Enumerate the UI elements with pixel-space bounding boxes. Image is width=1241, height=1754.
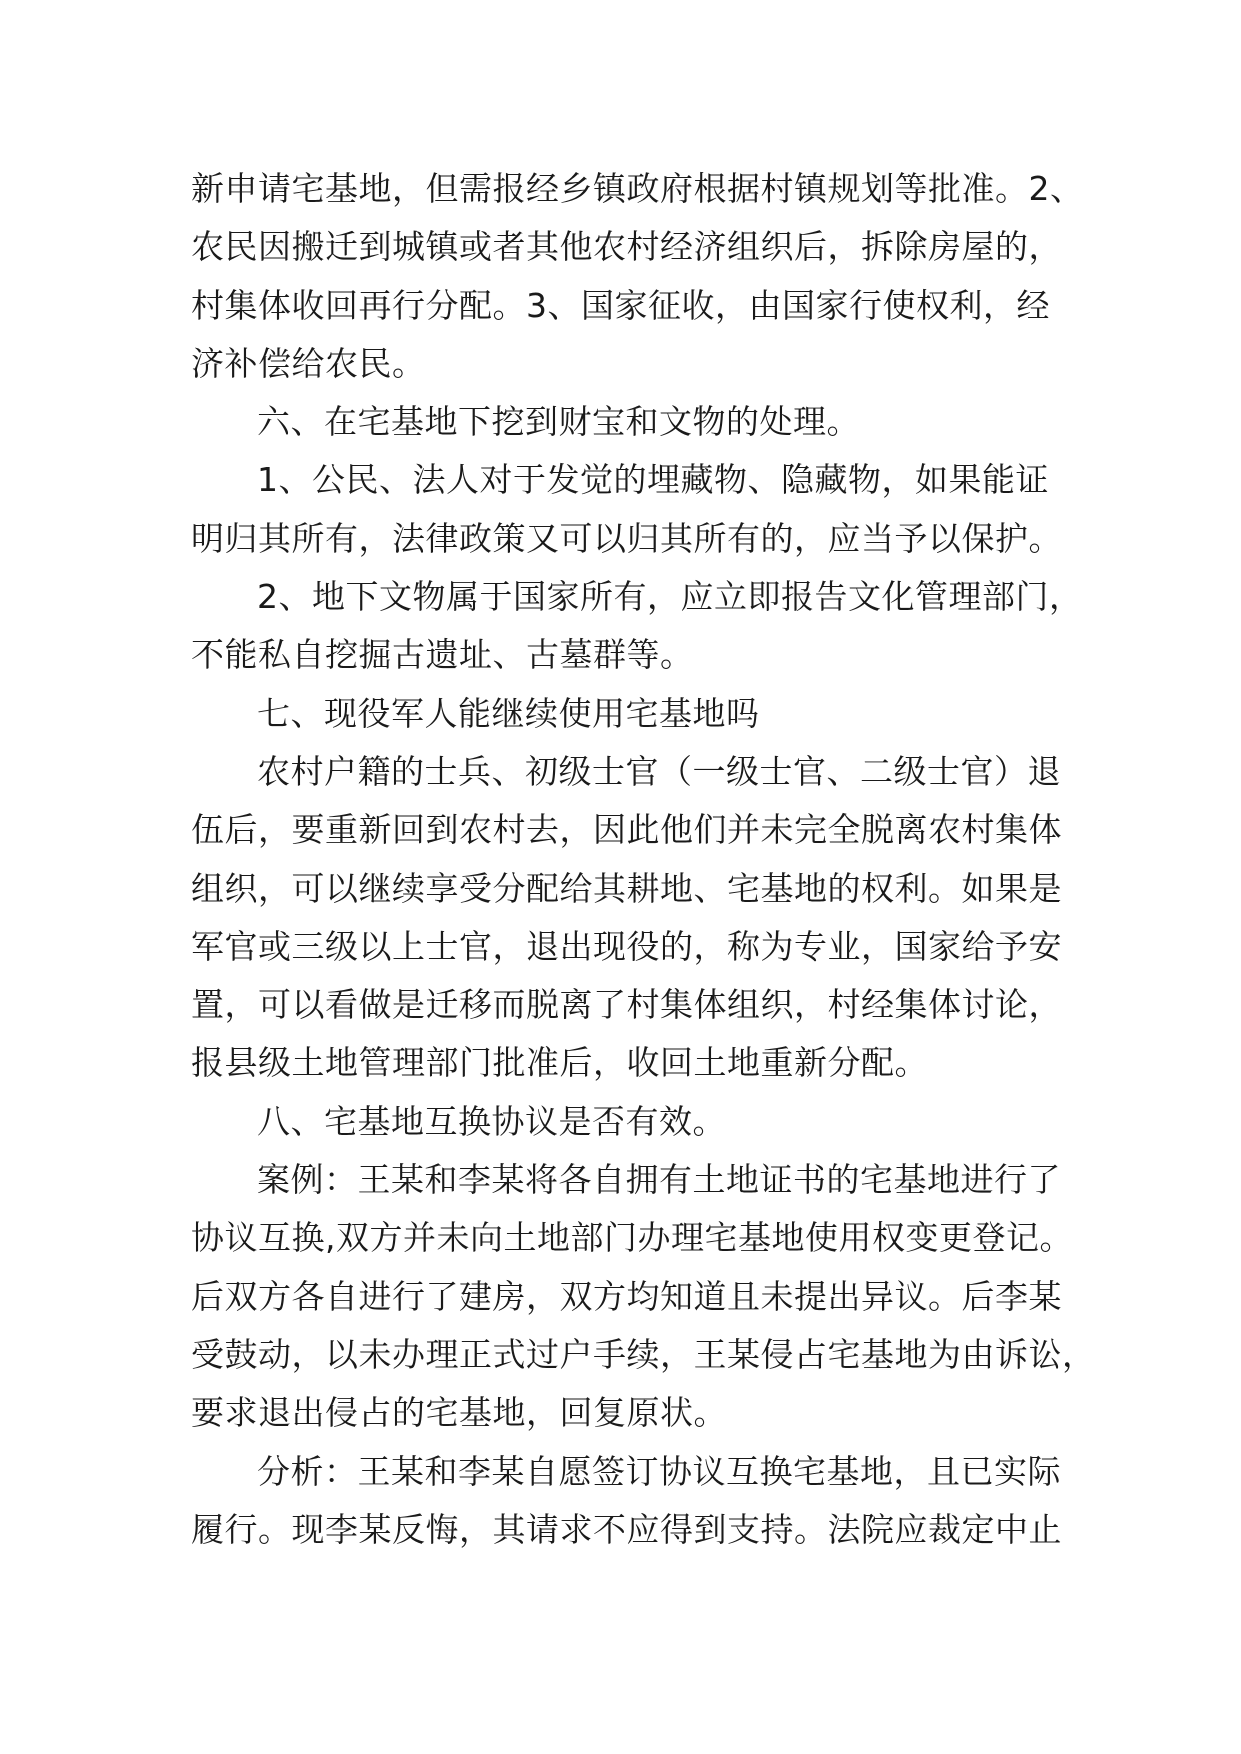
text-line: 农村户籍的士兵、初级士官（一级士官、二级士官）退: [257, 751, 1061, 791]
text-line: 后双方各自进行了建房，双方均知道且未提出异议。后李某: [191, 1276, 1062, 1316]
text-line: 村集体收回再行分配。3、国家征收，由国家行使权利，经: [191, 285, 1050, 325]
text-line: 新申请宅基地，但需报经乡镇政府根据村镇规划等批准。2、: [191, 169, 1084, 208]
text-line: 不能私自挖掘古遗址、古墓群等。: [191, 635, 694, 675]
text-line: 军官或三级以上士官，退出现役的，称为专业，国家给予安: [191, 926, 1062, 966]
text-line: 2、地下文物属于国家所有，应立即报告文化管理部门，: [257, 577, 1083, 617]
text-line: 报县级土地管理部门批准后，收回土地重新分配。: [191, 1043, 928, 1083]
text-line: 伍后，要重新回到农村去，因此他们并未完全脱离农村集体: [191, 810, 1062, 850]
section-heading-7: 七、现役军人能继续使用宅基地吗: [257, 693, 760, 733]
text-line: 受鼓动，以未办理正式过户手续，王某侵占宅基地为由诉讼，: [191, 1334, 1096, 1374]
text-line: 济补偿给农民。: [191, 343, 426, 383]
text-line: 置，可以看做是迁移而脱离了村集体组织，村经集体讨论，: [191, 985, 1062, 1025]
text-line: 农民因搬迁到城镇或者其他农村经济组织后，拆除房屋的，: [191, 227, 1062, 267]
section-heading-8: 八、宅基地互换协议是否有效。: [257, 1101, 726, 1141]
text-line: 要求退出侵占的宅基地，回复原状。: [191, 1393, 727, 1433]
text-line: 1、公民、法人对于发觉的埋藏物、隐藏物，如果能证: [257, 460, 1049, 500]
text-line: 分析：王某和李某自愿签订协议互换宅基地，且已实际: [257, 1451, 1061, 1491]
text-line: 组织，可以继续享受分配给其耕地、宅基地的权利。如果是: [191, 868, 1062, 908]
section-heading-6: 六、在宅基地下挖到财宝和文物的处理。: [257, 402, 860, 442]
text-line: 案例：王某和李某将各自拥有土地证书的宅基地进行了: [257, 1160, 1061, 1200]
text-line: 明归其所有，法律政策又可以归其所有的，应当予以保护。: [191, 518, 1062, 558]
body-text: [191, 160, 1096, 1559]
text-line: 协议互换,双方并未向土地部门办理宅基地使用权变更登记。: [191, 1218, 1073, 1258]
text-line: 履行。现李某反悔，其请求不应得到支持。法院应裁定中止: [191, 1509, 1062, 1549]
